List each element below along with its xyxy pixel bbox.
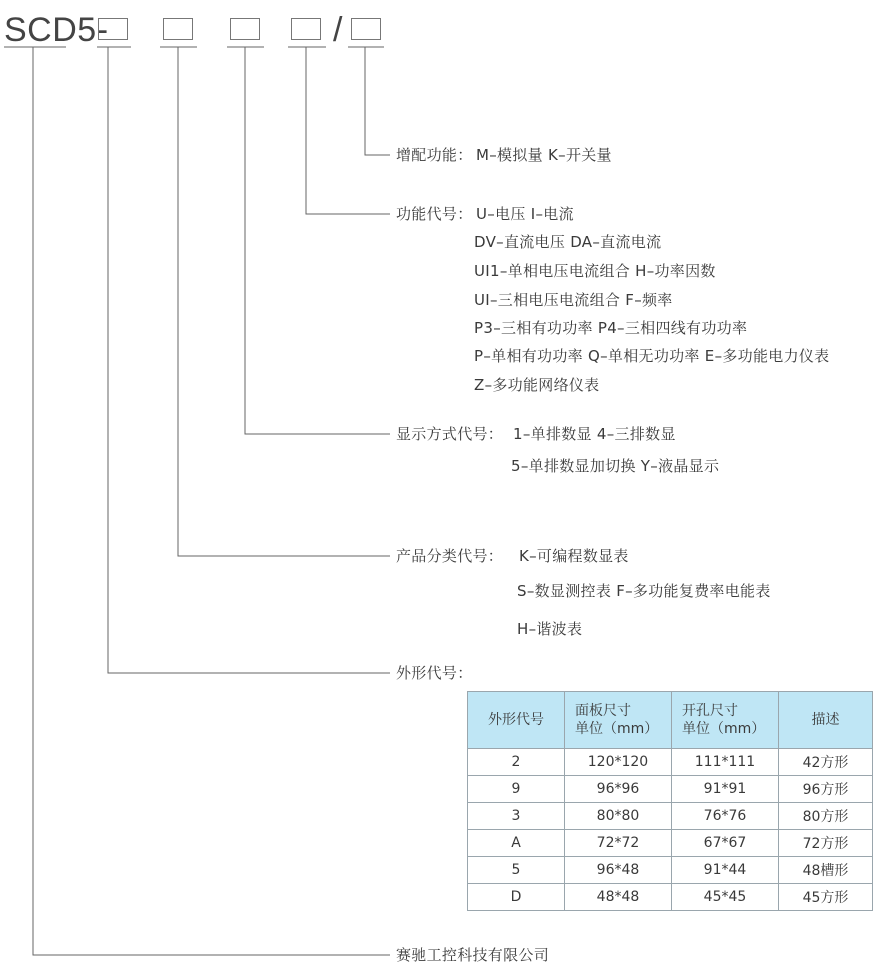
table-header-text: 面板尺寸 单位（mm） <box>575 703 659 737</box>
leader-company <box>33 47 390 955</box>
model-slash: / <box>333 11 343 49</box>
table-cell: 3 <box>468 803 565 830</box>
code-slot-shape <box>98 18 128 40</box>
additional-options: M–模拟量 K–开关量 <box>476 146 612 164</box>
category-label: 产品分类代号： <box>396 547 504 565</box>
table-row <box>468 884 873 911</box>
category-line: K–可编程数显表 <box>519 547 629 565</box>
table-cell: 2 <box>468 749 565 776</box>
function-line: P–单相有功功率 Q–单相无功功率 E–多功能电力仪表 <box>474 347 830 365</box>
table-cell: 67*67 <box>672 830 779 857</box>
table-cell: A <box>468 830 565 857</box>
company-name: 赛驰工控科技有限公司 <box>396 946 550 964</box>
table-header <box>565 692 672 749</box>
table-cell: 45方形 <box>779 884 873 911</box>
table-cell: 120*120 <box>565 749 672 776</box>
display-line: 5–单排数显加切换 Y–液晶显示 <box>511 457 720 475</box>
category-line: H–谐波表 <box>517 620 583 638</box>
code-slot-display <box>230 18 260 40</box>
table-cell: 72方形 <box>779 830 873 857</box>
table-cell: 96*48 <box>565 857 672 884</box>
function-line: P3–三相有功功率 P4–三相四线有功功率 <box>474 319 748 337</box>
table-row <box>468 749 873 776</box>
table-cell: 72*72 <box>565 830 672 857</box>
table-row <box>468 830 873 857</box>
function-line: UI–三相电压电流组合 F–频率 <box>474 291 673 309</box>
leader-shape <box>108 47 390 673</box>
table-cell: 42方形 <box>779 749 873 776</box>
dimension-table <box>467 691 873 911</box>
function-line: U–电压 I–电流 <box>476 205 574 223</box>
function-line: UI1–单相电压电流组合 H–功率因数 <box>474 262 716 280</box>
table-header-text: 开孔尺寸 单位（mm） <box>682 703 766 737</box>
code-slot-category <box>163 18 193 40</box>
table-cell: 80方形 <box>779 803 873 830</box>
function-line: Z–多功能网络仪表 <box>474 376 600 394</box>
function-line: DV–直流电压 DA–直流电流 <box>474 233 662 251</box>
shape-label: 外形代号： <box>396 664 473 682</box>
table-cell: 9 <box>468 776 565 803</box>
code-slot-function <box>291 18 321 40</box>
table-cell: 96*96 <box>565 776 672 803</box>
function-label: 功能代号： <box>396 205 473 223</box>
category-line: S–数显测控表 F–多功能复费率电能表 <box>517 582 771 600</box>
table-cell: 91*44 <box>672 857 779 884</box>
table-cell: 91*91 <box>672 776 779 803</box>
table-cell: 111*111 <box>672 749 779 776</box>
table-cell: 5 <box>468 857 565 884</box>
table-cell: 48槽形 <box>779 857 873 884</box>
table-header-row <box>468 692 873 749</box>
table-cell: 45*45 <box>672 884 779 911</box>
leader-display <box>245 47 390 434</box>
leader-category <box>178 47 390 556</box>
additional-label: 增配功能： <box>396 146 473 164</box>
code-slot-additional <box>351 18 381 40</box>
model-prefix: SCD5- <box>4 11 109 49</box>
display-line: 1–单排数显 4–三排数显 <box>513 425 676 443</box>
leader-function <box>306 47 390 214</box>
table-header: 描述 <box>779 692 873 749</box>
table-cell: 96方形 <box>779 776 873 803</box>
table-row <box>468 776 873 803</box>
table-cell: 48*48 <box>565 884 672 911</box>
table-header <box>672 692 779 749</box>
table-cell: 80*80 <box>565 803 672 830</box>
display-label: 显示方式代号： <box>396 425 504 443</box>
table-row <box>468 803 873 830</box>
table-header: 外形代号 <box>468 692 565 749</box>
table-cell: 76*76 <box>672 803 779 830</box>
leader-additional <box>365 47 390 155</box>
table-row <box>468 857 873 884</box>
table-cell: D <box>468 884 565 911</box>
